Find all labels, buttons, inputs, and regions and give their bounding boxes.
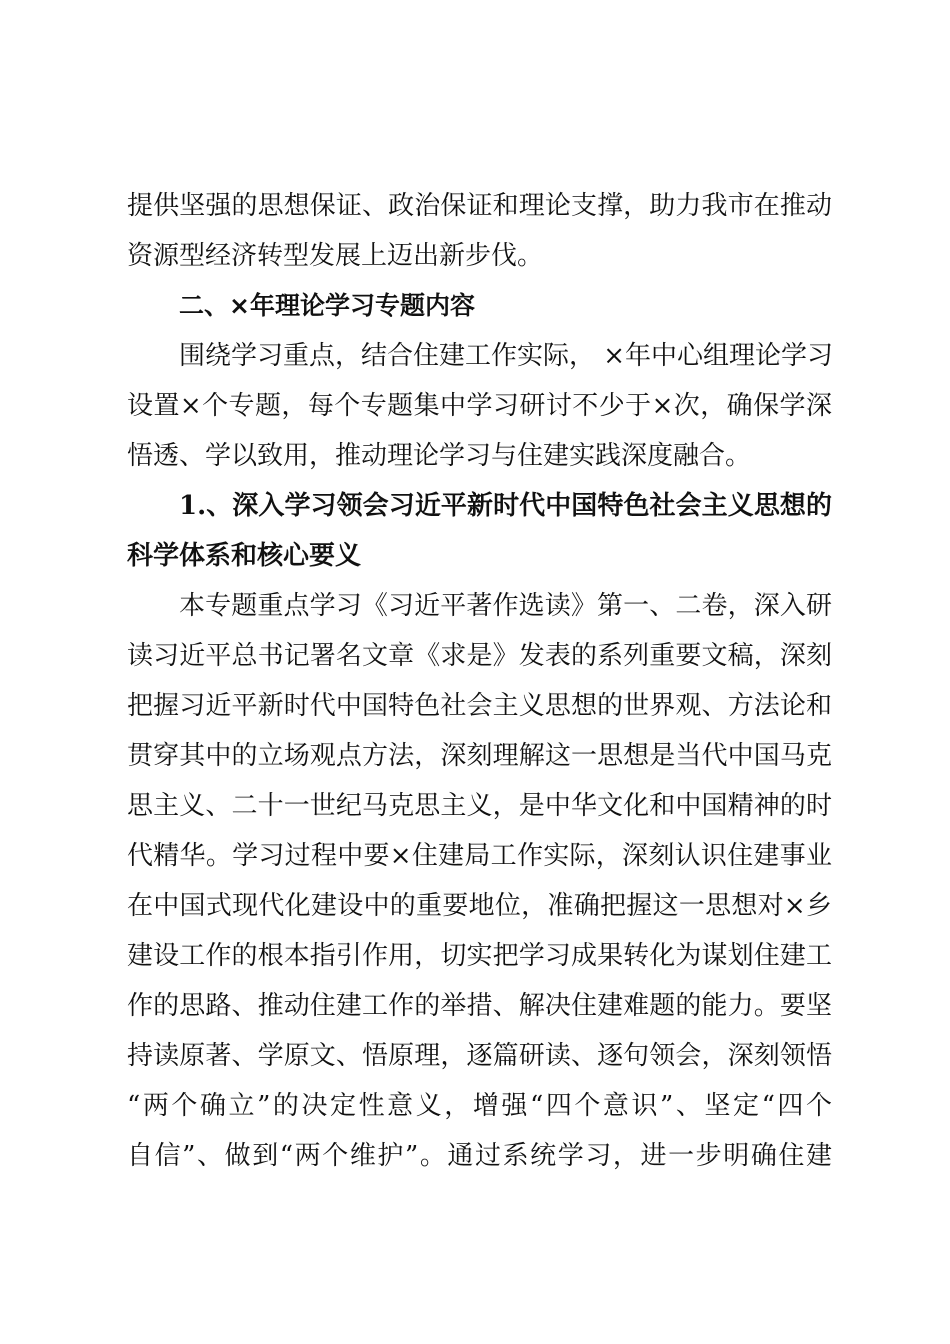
paragraph-line: 持读原著、学原文、悟原理，逐篇研读、逐句领会，深刻领悟 (127, 1041, 832, 1071)
paragraph-line: 在中国式现代化建设中的重要地位，准确把握这一思想对×乡 (127, 891, 832, 921)
paragraph-line: “两个确立”的决定性意义，增强“四个意识”、坚定“四个 (127, 1091, 832, 1121)
paragraph-line: 自信”、做到“两个维护”。通过系统学习，进一步明确住建 (127, 1141, 832, 1171)
paragraph-line: 把握习近平新时代中国特色社会主义思想的世界观、方法论和 (127, 691, 832, 721)
paragraph-line: 代精华。学习过程中要×住建局工作实际，深刻认识住建事业 (127, 841, 832, 871)
paragraph-line: 围绕学习重点，结合住建工作实际， ×年中心组理论学习 (179, 341, 834, 371)
paragraph-line: 提供坚强的思想保证、政治保证和理论支撑，助力我市在推动 (127, 191, 832, 221)
section-heading: 二、×年理论学习专题内容 (179, 291, 475, 320)
paragraph-line: 思主义、二十一世纪马克思主义，是中华文化和中国精神的时 (127, 791, 832, 821)
paragraph-line: 设置×个专题，每个专题集中学习研讨不少于×次，确保学深 (127, 391, 832, 421)
paragraph-line: 贯穿其中的立场观点方法，深刻理解这一思想是当代中国马克 (127, 741, 832, 771)
paragraph-line: 读习近平总书记署名文章《求是》发表的系列重要文稿，深刻 (127, 641, 832, 671)
paragraph-line: 悟透、学以致用，推动理论学习与住建实践深度融合。 (127, 441, 752, 471)
paragraph-line: 建设工作的根本指引作用，切实把学习成果转化为谋划住建工 (127, 941, 832, 971)
paragraph-line: 资源型经济转型发展上迈出新步伐。 (127, 241, 544, 271)
paragraph-line: 作的思路、推动住建工作的举措、解决住建难题的能力。要坚 (127, 991, 832, 1021)
topic-heading: 科学体系和核心要义 (127, 541, 362, 571)
paragraph-line: 本专题重点学习《习近平著作选读》第一、二卷，深入研 (179, 591, 832, 621)
topic-heading: 1.、深入学习领会习近平新时代中国特色社会主义思想的 (179, 491, 832, 521)
